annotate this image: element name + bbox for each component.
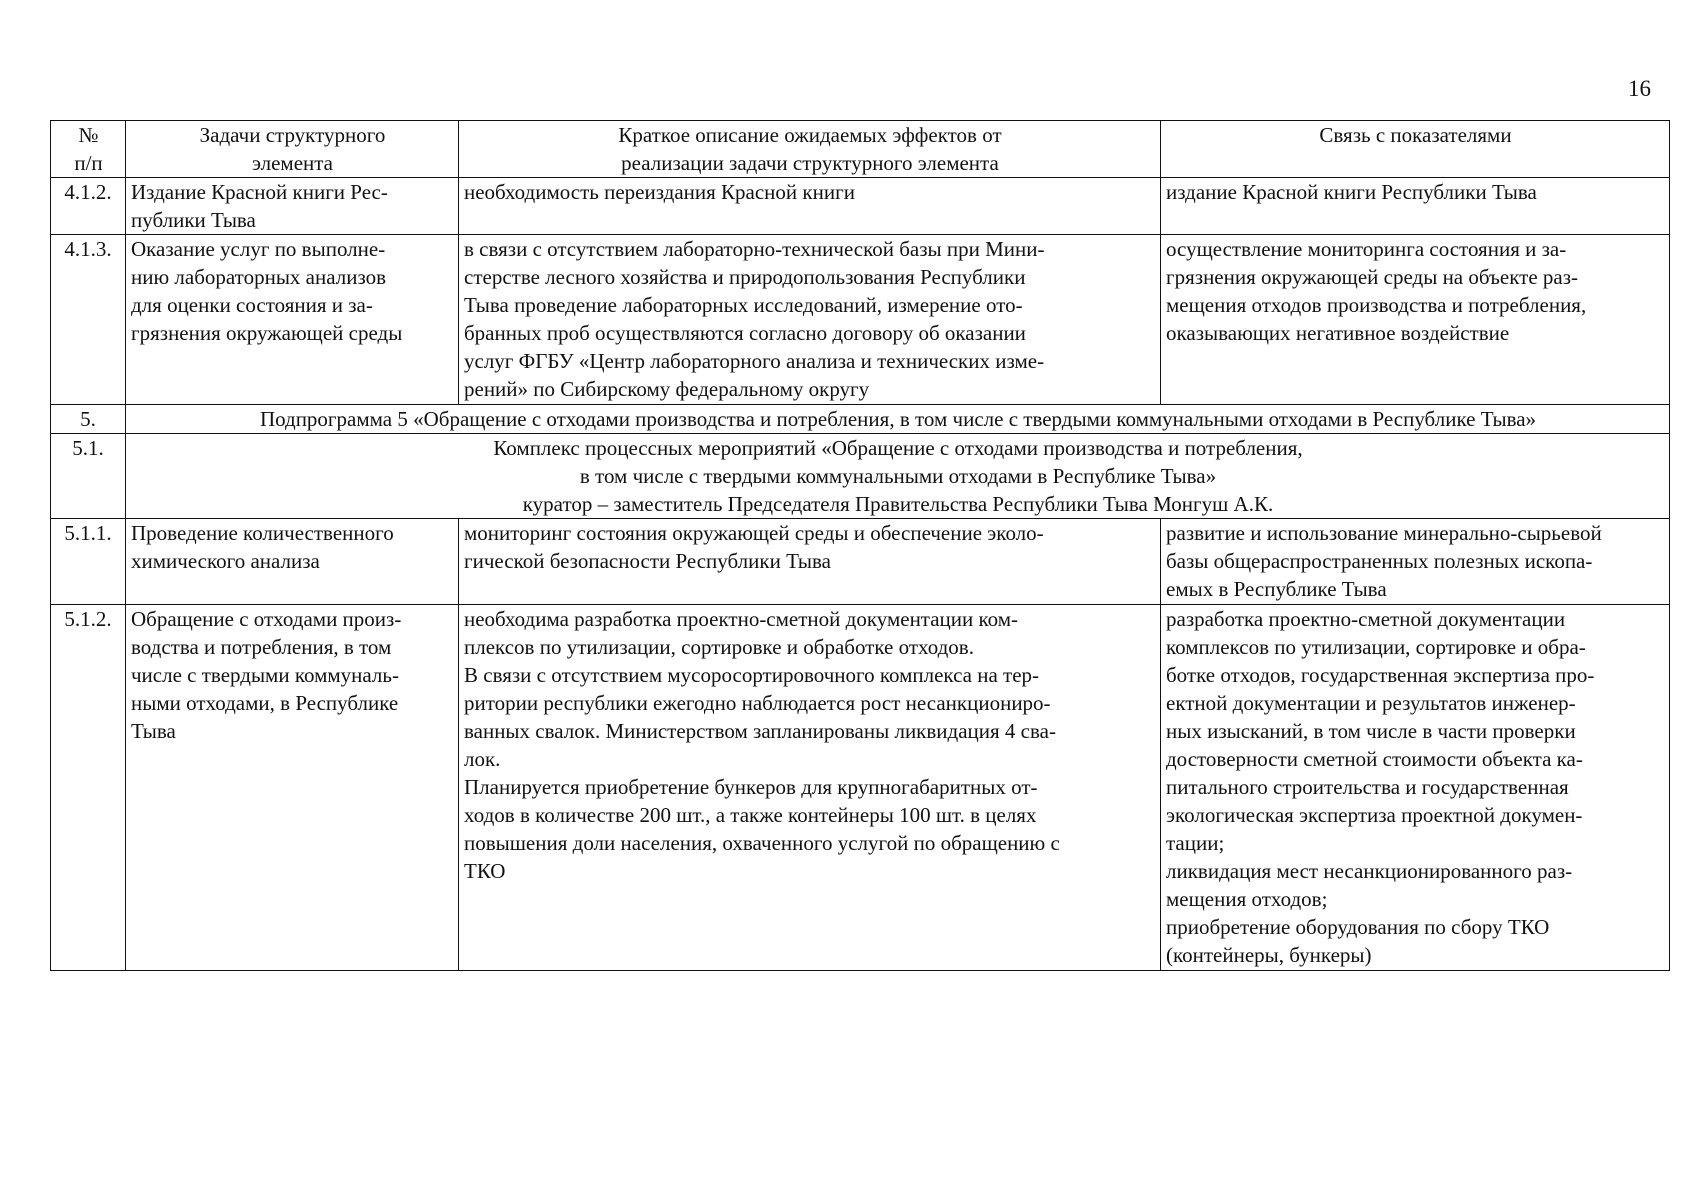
- page-number: 16: [1628, 76, 1651, 101]
- row-task: Издание Красной книги Рес- публики Тыва: [126, 178, 459, 235]
- row-effects: необходима разработка проектно-сметной документации ком- плексов по утилизации, сортировке и обработке отходов. В связи с отсутствием мусоросортировочного комплекса на тер- ритории республики ежегодно наблюдается рост несанкциониро- ванных свалок. Министерством запланированы ликвидация 4 сва- лок. Планируется приобретение бункеров для крупногабаритных от- ходов в количестве 200 шт., а также контейнеры 100 шт. в целях повышения доли населения, охваченного услугой по обращению с ТКО: [459, 605, 1161, 971]
- complex-title: Комплекс процессных мероприятий «Обращение с отходами производства и потребления, в том числе с твердыми коммунальными отходами в Республике Тыва» куратор – заместитель Председателя Правительства Республики Тыва Монгуш А.К.: [126, 434, 1670, 519]
- row-indicators: разработка проектно-сметной документации комплексов по утилизации, сортировке и обра- ботке отходов, государственная экспертиза про- ектной документации и результатов инженер- ных изысканий, в том числе в части проверки достоверности сметной стоимости объекта ка- питального строительства и государственная экологическая экспертиза проектной докумен- тации; ликвидация мест несанкционированного раз- мещения отходов; приобретение оборудования по сбору ТКО (контейнеры, бункеры): [1161, 605, 1670, 971]
- row-task: Оказание услуг по выполне- нию лабораторных анализов для оценки состояния и за- грязнения окружающей среды: [126, 235, 459, 405]
- row-number: 4.1.3.: [51, 235, 126, 405]
- row-number: 5.1.1.: [51, 519, 126, 605]
- table-header-row: [51, 121, 1670, 178]
- row-indicators: развитие и использование минерально-сырьевой базы общераспространенных полезных ископа- емых в Республике Тыва: [1161, 519, 1670, 605]
- row-indicators: издание Красной книги Республики Тыва: [1161, 178, 1670, 235]
- header-num: № п/п: [51, 121, 126, 178]
- measures-table: [50, 120, 1670, 971]
- header-effects: Краткое описание ожидаемых эффектов от реализации задачи структурного элемента: [459, 121, 1161, 178]
- row-effects: необходимость переиздания Красной книги: [459, 178, 1161, 235]
- row-task: Обращение с отходами произ- водства и потребления, в том числе с твердыми коммуналь- ными отходами, в Республике Тыва: [126, 605, 459, 971]
- subprogram-row: [51, 405, 1670, 434]
- complex-row: [51, 434, 1670, 519]
- row-number: 5.1.2.: [51, 605, 126, 971]
- table-row: [51, 605, 1670, 971]
- table-row: [51, 178, 1670, 235]
- table-row: [51, 235, 1670, 405]
- complex-number: 5.1.: [51, 434, 126, 519]
- header-indicators: Связь с показателями: [1161, 121, 1670, 178]
- subprogram-number: 5.: [51, 405, 126, 434]
- row-indicators: осуществление мониторинга состояния и за- грязнения окружающей среды на объекте раз- мещения отходов производства и потребления, оказывающих негативное воздействие: [1161, 235, 1670, 405]
- header-task: Задачи структурного элемента: [126, 121, 459, 178]
- row-task: Проведение количественного химического анализа: [126, 519, 459, 605]
- row-effects: мониторинг состояния окружающей среды и обеспечение эколо- гической безопасности Республики Тыва: [459, 519, 1161, 605]
- row-number: 4.1.2.: [51, 178, 126, 235]
- subprogram-title: Подпрограмма 5 «Обращение с отходами производства и потребления, в том числе с твердыми коммунальными отходами в Республике Тыва»: [126, 405, 1670, 434]
- table-row: [51, 519, 1670, 605]
- row-effects: в связи с отсутствием лабораторно-технической базы при Мини- стерстве лесного хозяйства и природопользования Республики Тыва проведение лабораторных исследований, измерение ото- бранных проб осуществляются согласно договору об оказании услуг ФГБУ «Центр лабораторного анализа и технических изме- рений» по Сибирскому федеральному округу: [459, 235, 1161, 405]
